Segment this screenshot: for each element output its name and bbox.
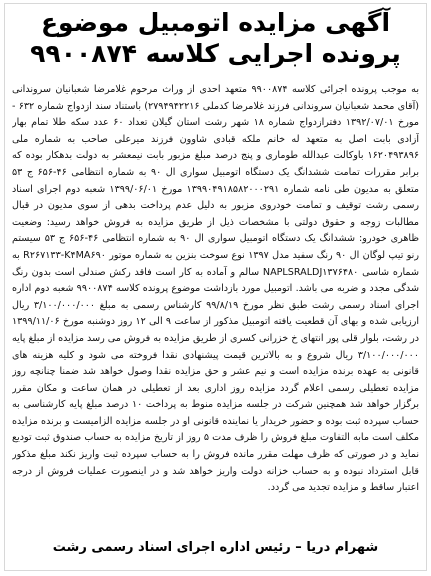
notice-signature: شهرام دریا – رئیس اداره اجرای اسناد رسمی رشت: [52, 540, 379, 555]
notice-body-text: به موجب پرونده اجرائی کلاسه ۹۹۰۰۸۷۴ متعهد احدی از وراث مرحوم غلامرضا شعبانیان سروندانی (آقای محمد شعبانیان سروندانی فرزند غلامرضا کدملی ۲۷۹۴۹۴۲۲۱۶) باستناد سند ازدواج شماره ۶۳۲ - مورخ ۱۳۹۲/۰۷/۰۱ دفترازدواج شماره ۱۸ شهر رشت استان گیلان تعداد ۶۰ عدد سکه طلا تمام بهار آزادی بابت اصل به متعهد له خانم ملکه قبادی شاوون فرزند میرعلی صاحب به شماره ملی ۱۶۲۰۴۹۳۸۹۶ باوکالت عبدالله طوماری و پنج درصد مبلغ مزبور بابت نیمعشر به دولت بدهکار بوده که برابر مقررات تمامت ششدانگ یک دستگاه اتومبیل سواری ال ۹۰ به شماره انتظامی ۴۶-۶۵۶ ج ۵۳ متعلق به مدیون طی نامه شماره ۱۳۹۹۰۴۹۱۸۵۸۲۰۰۰۲۹۱ مورخ ۱۳۹۹/۰۶/۰۱ شعبه دوم اجرای اسناد رسمی رشت توقیف و تمامت خودروی مزبور به دلیل عدم پرداخت بدهی از سوی مدیون در قبال مطالبات زوجه و حقوق دولتی با مشخصات ذیل از طریق مزایده به فروش خواهد رسید: وضعیت ظاهری خودرو: ششدانگ یک دستگاه اتومبیل سواری ال ۹۰ به شماره انتظامی ۴۶-۶۵۶ ج ۵۳ سیستم رنو تیپ لوگان ال ۹۰ رنگ سفید مدل ۱۳۹۷ نوع سوخت بنزین به شماره موتور R۲۶۷۱۳۳-K۴MA۶۹۰ به شماره شاسی NAPLSRALDJ۱۳۷۶۴۸۰ سالم و آماده به کار است فاقد رکش صندلی است بدون رنگ شدگی مجدد و ضربه می باشد. اتومبیل مورد بازداشت موضوع پرونده کلاسه ۹۹۰۰۸۷۴ شعبه دوم اداره اجرای اسناد رسمی رشت طبق نظر مورخ ۹۹/۸/۱۹ کارشناس رسمی به مبلغ ۳/۱۰۰/۰۰۰/۰۰۰ ریال ارزیابی شده و بهای آن قطعیت یافته اتومبیل مذکور از ساعت ۹ الی ۱۲ روز دوشنبه مورخ ۱۳۹۹/۱۱/۰۶ در رشت، بلوار قلی پور انتهای خ خزرانی کسری از طریق مزایده به فروش می رسد مزایده از مبلغ پایه ۳/۱۰۰/۰۰۰/۰۰۰ ریال شروع و به بالاترین قیمت پیشنهادی نقدا فروخته می شود و کلیه هزینه های قانونی به عهده برنده مزایده است و نیم عشر و حق مزایده نقدا وصول خواهد شد ضمنا چنانچه روز مزایده تعطیلی رسمی اعلام گردد مزایده روز اداری بعد از تعطیلی در همان ساعت و مکان مقرر برگزار خواهد شد همچنین شرکت در جلسه مزایده منوط به پرداخت ۱۰ درصد مبلغ پایه کارشناسی به حساب سپرده ثبت بوده و حضور خریدار یا نماینده قانونی او در جلسه مزایده الزامیست و برنده مزایده مکلف است مابه التفاوت مبلغ فروش را ظرف مدت ۵ روز از تاریخ مزایده به حساب صندوق ثبت تودیع نماید و در صورتی که ظرف مهلت مقرر مانده فروش را به حساب سپرده ثبت واریز نکند مبلغ مذکور قابل استرداد نبوده و به حساب خزانه دولت واریز خواهد شد و در اینصورت عملیات فروش از درجه اعتبار ساقط و مزایده تجدید می گردد.: [12, 84, 419, 494]
notice-title-line1: آگهی مزایده اتومبیل موضوع: [40, 8, 391, 37]
notice-title-line2: پرونده اجرایی کلاسه ۹۹۰۰۸۷۴: [30, 39, 401, 68]
